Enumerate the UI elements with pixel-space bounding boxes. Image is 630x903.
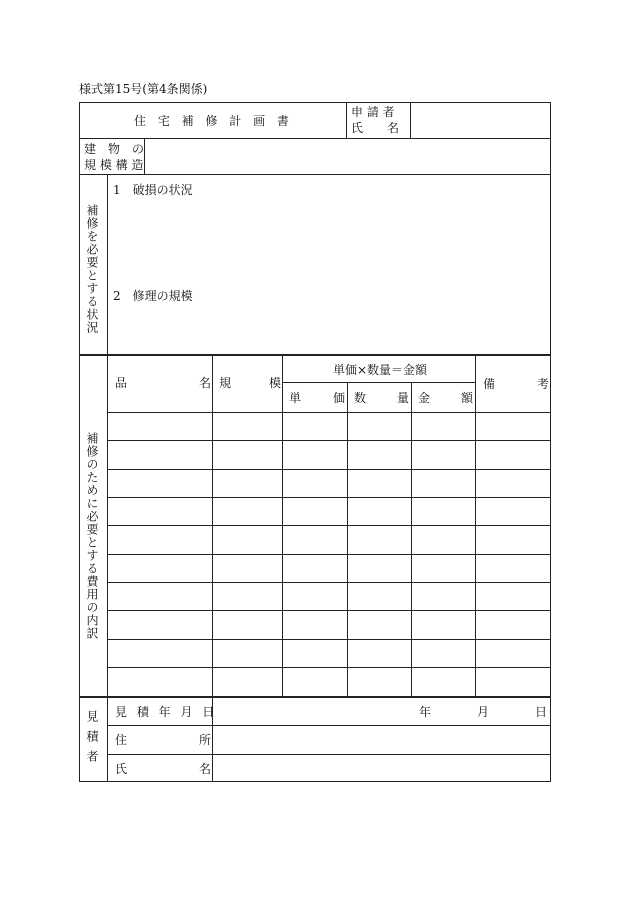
table-row [107,525,551,526]
name-label-b: 名 [199,762,212,776]
table-row [107,469,551,470]
address-label-b: 所 [199,733,212,747]
table-row [107,440,551,441]
header-qty-a: 数 [354,391,367,405]
header-amount-a: 金 [418,391,431,405]
condition-side-label: 補修を必要とする状況 [85,204,99,334]
table-row [107,667,551,668]
header-formula: 単価×数量＝金額 [333,363,428,377]
damage-status-label: 1 破損の状況 [113,183,193,197]
header-item-b: 名 [199,376,212,390]
border-left [79,102,80,782]
building-label-2: 規 模 構 造 [84,158,144,172]
header-item-a: 品 [115,376,128,390]
table-row [107,639,551,640]
table-row [107,554,551,555]
building-structure-field[interactable] [147,140,547,172]
repair-scale-field[interactable] [113,306,543,350]
name-label-a: 氏 [115,762,128,776]
border-top [79,102,551,103]
header-scale-b: 模 [269,376,282,390]
header-unit-a: 単 [289,391,302,405]
table-row [107,582,551,583]
document-title: 住 宅 補 修 計 画 書 [134,114,293,128]
year-label: 年 [419,705,432,719]
header-qty-b: 量 [397,391,410,405]
month-label: 月 [477,705,490,719]
repair-scale-label: 2 修理の規模 [113,289,193,303]
border-right [550,102,551,782]
estimator-side-label: 見積者 [85,710,99,770]
table-row [107,610,551,611]
applicant-name-field[interactable] [413,104,547,136]
applicant-label-2: 氏 名 [351,121,400,135]
header-scale-a: 規 [219,376,232,390]
applicant-label-1: 申 請 者 [351,105,395,119]
estimate-date-label: 見 積 年 月 日 [115,705,218,719]
address-label-a: 住 [115,733,128,747]
cost-side-label: 補修のために必要とする費用の内訳 [85,432,99,640]
form-number: 様式第15号(第4条関係) [79,82,208,96]
header-amount-b: 額 [461,391,474,405]
header-unit-b: 価 [333,391,346,405]
header-note-a: 備 [483,377,496,391]
table-row [107,497,551,498]
header-note-b: 考 [537,377,550,391]
housing-repair-plan-form [79,102,551,782]
border-bottom [79,781,551,782]
damage-status-field[interactable] [113,200,543,284]
day-label: 日 [535,705,548,719]
address-field[interactable] [215,728,547,752]
building-label-1: 建 物 の [84,142,145,156]
name-field[interactable] [215,757,547,779]
